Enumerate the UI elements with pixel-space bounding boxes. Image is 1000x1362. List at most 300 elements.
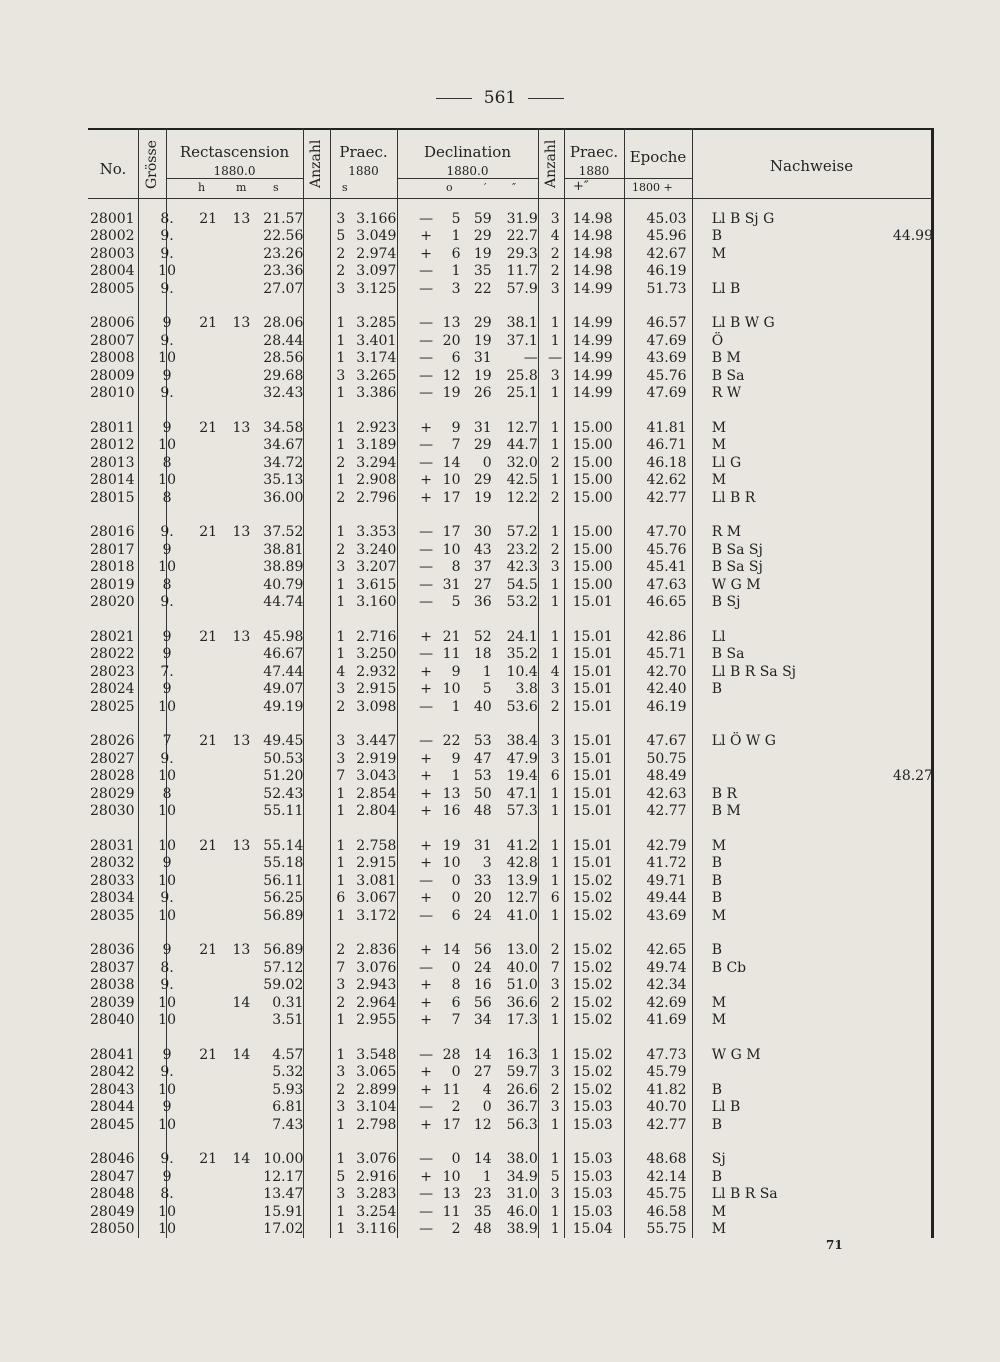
cell-no: 28038 — [90, 977, 135, 994]
cell-nw — [698, 768, 848, 786]
cell-gr: 10 — [158, 994, 176, 1011]
cell-ex — [848, 1186, 933, 1204]
footer-number: 71 — [826, 1238, 843, 1252]
cell-an: 1 — [336, 872, 346, 889]
cell-dm: 16 — [473, 977, 492, 994]
table-row — [88, 1168, 933, 1186]
cell-s: 56.89 — [263, 907, 304, 924]
cell-s: 50.53 — [263, 750, 304, 767]
cell-ep: 45.76 — [646, 541, 687, 558]
cell-no: 28044 — [90, 1099, 135, 1116]
cell-p2: 15.01 — [572, 628, 613, 645]
cell-d: 10 — [442, 855, 461, 872]
cell-d: 1 — [451, 263, 461, 280]
cell-h — [182, 472, 217, 490]
cell-d: 13 — [442, 315, 461, 332]
cell-an: 1 — [336, 524, 346, 541]
cell-gr: 9. — [160, 524, 174, 541]
cell-an2: 2 — [550, 489, 560, 506]
cell-p2: 15.02 — [572, 1012, 613, 1029]
cell-ep: 46.57 — [646, 315, 687, 332]
cell-dm: 14 — [473, 1046, 492, 1063]
cell-s: 23.36 — [263, 263, 304, 280]
cell-s: 47.44 — [263, 663, 304, 680]
cell-gr: 9. — [160, 750, 174, 767]
cell-nw: Ll B R Sa Sj — [711, 663, 797, 680]
cell-pr: 3.386 — [356, 385, 397, 402]
cell-an2: 1 — [550, 628, 560, 645]
cell-dm: 0 — [482, 454, 492, 471]
cell-h — [182, 367, 217, 385]
cell-ex — [848, 733, 933, 751]
cell-h — [182, 663, 217, 681]
cell-dm: 34 — [473, 1012, 492, 1029]
cell-ds: 29.3 — [506, 245, 538, 262]
cell-dm: 26 — [473, 385, 492, 402]
cell-an: 1 — [336, 1012, 346, 1029]
cell-m — [217, 454, 250, 472]
cell-no: 28004 — [90, 263, 135, 280]
cell-p2: 14.99 — [572, 280, 613, 297]
cell-dm: 36 — [473, 594, 492, 611]
cell-ep: 46.71 — [646, 437, 687, 454]
cell-ds: 46.0 — [506, 1203, 538, 1220]
cell-ep: 47.69 — [646, 332, 687, 349]
cell-nw: M — [711, 437, 727, 454]
cell-sg: + — [420, 803, 433, 820]
cell-m — [217, 872, 250, 890]
cell-sg: + — [420, 1168, 433, 1185]
cell-pr: 2.899 — [356, 1081, 397, 1098]
cell-p2: 14.98 — [572, 210, 613, 227]
cell-no: 28022 — [90, 646, 135, 663]
cell-ds: 56.3 — [506, 1116, 538, 1133]
cell-m: 13 — [232, 419, 251, 436]
cell-h — [182, 454, 217, 472]
cell-d: 10 — [442, 681, 461, 698]
cell-gr: 8 — [162, 785, 172, 802]
cell-ds: — — [523, 350, 538, 367]
group-spacer — [88, 402, 933, 419]
cell-ex — [848, 959, 933, 977]
table-row — [88, 837, 933, 855]
cell-ep: 42.70 — [646, 663, 687, 680]
cell-m — [217, 263, 250, 281]
cell-s: 49.45 — [263, 733, 304, 750]
unit-praec-2: +″ — [573, 179, 589, 194]
table-row — [88, 959, 933, 977]
cell-gr: 10 — [158, 1116, 176, 1133]
cell-s: 34.72 — [263, 454, 304, 471]
cell-sg: — — [419, 576, 434, 593]
cell-an: 3 — [336, 681, 346, 698]
cell-m — [217, 1064, 250, 1082]
cell-ep: 41.72 — [646, 855, 687, 872]
cell-gr: 8 — [162, 489, 172, 506]
cell-ex — [848, 907, 933, 925]
cell-p2: 15.03 — [572, 1186, 613, 1203]
cell-pr: 3.125 — [356, 280, 397, 297]
cell-m — [217, 576, 250, 594]
cell-d: 1 — [451, 768, 461, 785]
cell-pr: 3.067 — [356, 890, 397, 907]
spacer-cell — [88, 402, 933, 419]
cell-nw: Ll B R Sa — [711, 1186, 778, 1203]
cell-nw: Ll B Sj G — [711, 210, 775, 227]
cell-m — [217, 280, 250, 298]
unit-s: s — [273, 181, 279, 194]
cell-no: 28009 — [90, 367, 135, 384]
cell-an: 6 — [336, 890, 346, 907]
cell-d: 6 — [451, 350, 461, 367]
cell-ex — [848, 1203, 933, 1221]
cell-h: 21 — [199, 419, 218, 436]
cell-no: 28001 — [90, 210, 135, 227]
cell-sg: — — [419, 454, 434, 471]
cell-an2: 1 — [550, 646, 560, 663]
cell-an: 3 — [336, 559, 346, 576]
cell-pr: 3.265 — [356, 367, 397, 384]
cell-no: 28006 — [90, 315, 135, 332]
cell-no: 28046 — [90, 1151, 135, 1168]
cell-ep: 42.63 — [646, 785, 687, 802]
cell-ep: 42.40 — [646, 681, 687, 698]
unit-m: m — [236, 181, 247, 194]
cell-dm: 1 — [482, 1168, 492, 1185]
cell-nw: B — [711, 890, 723, 907]
cell-m: 13 — [232, 628, 251, 645]
cell-no: 28036 — [90, 942, 135, 959]
cell-dm: 3 — [482, 855, 492, 872]
cell-d: 9 — [451, 750, 461, 767]
cell-ep: 42.86 — [646, 628, 687, 645]
cell-sg: + — [420, 942, 433, 959]
cell-sg: — — [419, 210, 434, 227]
cell-p2: 15.00 — [572, 541, 613, 558]
cell-nw: W G M — [711, 1046, 761, 1063]
cell-h — [182, 385, 217, 403]
cell-sg: — — [419, 698, 434, 715]
group-spacer — [88, 1134, 933, 1151]
cell-an2: 2 — [550, 698, 560, 715]
cell-m — [217, 1099, 250, 1117]
table-row — [88, 559, 933, 577]
cell-pr: 2.908 — [356, 472, 397, 489]
cell-sg: — — [419, 907, 434, 924]
cell-an: 1 — [336, 855, 346, 872]
cell-p2: 15.03 — [572, 1116, 613, 1133]
header-anzahl-2: Anzahl — [543, 139, 559, 188]
header-praec-2-epoch: 1880 — [578, 164, 610, 178]
cell-h — [182, 994, 217, 1012]
cell-pr: 3.081 — [356, 872, 397, 889]
cell-an: 1 — [336, 1046, 346, 1063]
cell-s: 27.07 — [263, 280, 304, 297]
cell-d: 10 — [442, 472, 461, 489]
cell-d: 14 — [442, 942, 461, 959]
table-row — [88, 1221, 933, 1239]
cell-no: 28025 — [90, 698, 135, 715]
cell-h: 21 — [199, 733, 218, 750]
cell-p2: 14.99 — [572, 385, 613, 402]
cell-an: 1 — [336, 1203, 346, 1220]
cell-sg: + — [420, 489, 433, 506]
cell-gr: 7. — [160, 663, 174, 680]
cell-s: 36.00 — [263, 489, 304, 506]
cell-nw: B — [711, 1168, 723, 1185]
cell-s: 52.43 — [263, 785, 304, 802]
cell-no: 28028 — [90, 768, 135, 785]
cell-ds: 16.3 — [506, 1046, 538, 1063]
cell-p2: 15.02 — [572, 959, 613, 976]
cell-p2: 15.01 — [572, 837, 613, 854]
cell-s: 12.17 — [263, 1168, 304, 1185]
cell-dm: 37 — [473, 559, 492, 576]
cell-m — [217, 768, 250, 786]
cell-an2: 1 — [550, 872, 560, 889]
cell-dm: 20 — [473, 890, 492, 907]
cell-gr: 9 — [162, 681, 172, 698]
cell-s: 55.11 — [263, 803, 304, 820]
cell-h — [182, 594, 217, 612]
cell-gr: 9. — [160, 1064, 174, 1081]
cell-ep: 42.65 — [646, 942, 687, 959]
cell-p2: 15.00 — [572, 576, 613, 593]
cell-d: 1 — [451, 228, 461, 245]
cell-an: 1 — [336, 437, 346, 454]
cell-an: 1 — [336, 576, 346, 593]
cell-s: 34.58 — [263, 419, 304, 436]
cell-h — [182, 1168, 217, 1186]
cell-dm: 27 — [473, 1064, 492, 1081]
cell-no: 28041 — [90, 1046, 135, 1063]
spacer-cell — [88, 611, 933, 628]
divider — [436, 98, 472, 99]
cell-pr: 3.116 — [356, 1221, 397, 1238]
cell-dm: 18 — [473, 646, 492, 663]
cell-gr: 9 — [162, 1046, 172, 1063]
cell-sg: — — [419, 1151, 434, 1168]
cell-no: 28013 — [90, 454, 135, 471]
cell-an: 3 — [336, 977, 346, 994]
cell-nw: Ll B — [711, 280, 741, 297]
cell-gr: 9 — [162, 942, 172, 959]
cell-no: 28050 — [90, 1221, 135, 1238]
cell-d: 17 — [442, 1116, 461, 1133]
cell-ex — [848, 315, 933, 333]
cell-pr: 3.166 — [356, 210, 397, 227]
cell-h — [182, 855, 217, 873]
cell-ep: 47.73 — [646, 1046, 687, 1063]
cell-an: 2 — [336, 942, 346, 959]
cell-d: 6 — [451, 907, 461, 924]
cell-s: 59.02 — [263, 977, 304, 994]
cell-dm: 52 — [473, 628, 492, 645]
cell-m — [217, 332, 250, 350]
cell-h — [182, 263, 217, 281]
cell-m — [217, 472, 250, 490]
cell-p2: 15.01 — [572, 594, 613, 611]
cell-no: 28017 — [90, 541, 135, 558]
cell-s: 4.57 — [272, 1046, 304, 1063]
cell-dm: 23 — [473, 1186, 492, 1203]
cell-ex — [848, 437, 933, 455]
cell-nw: M — [711, 419, 727, 436]
cell-pr: 2.955 — [356, 1012, 397, 1029]
cell-ex — [848, 698, 933, 716]
cell-an2: 1 — [550, 385, 560, 402]
cell-gr: 9 — [162, 367, 172, 384]
cell-no: 28034 — [90, 890, 135, 907]
cell-ex — [848, 977, 933, 995]
cell-m — [217, 1168, 250, 1186]
spacer-cell — [88, 1029, 933, 1046]
cell-pr: 3.160 — [356, 594, 397, 611]
cell-ex — [848, 524, 933, 542]
cell-ex — [848, 1012, 933, 1030]
cell-gr: 9 — [162, 1168, 172, 1185]
cell-dm: 59 — [473, 210, 492, 227]
cell-sg: — — [419, 733, 434, 750]
cell-m — [217, 663, 250, 681]
cell-pr: 3.353 — [356, 524, 397, 541]
cell-nw — [698, 263, 848, 281]
cell-dm: 33 — [473, 872, 492, 889]
cell-s: 49.07 — [263, 681, 304, 698]
cell-an: 1 — [336, 385, 346, 402]
cell-m — [217, 437, 250, 455]
table-row — [88, 698, 933, 716]
cell-no: 28007 — [90, 332, 135, 349]
cell-gr: 9 — [162, 315, 172, 332]
cell-an2: 6 — [550, 768, 560, 785]
cell-sg: + — [420, 681, 433, 698]
cell-h — [182, 280, 217, 298]
cell-ep: 42.79 — [646, 837, 687, 854]
table-row — [88, 385, 933, 403]
cell-ex — [848, 628, 933, 646]
cell-d: 2 — [451, 1099, 461, 1116]
cell-sg: — — [419, 315, 434, 332]
cell-h: 21 — [199, 942, 218, 959]
cell-no: 28018 — [90, 559, 135, 576]
cell-p2: 15.02 — [572, 872, 613, 889]
cell-p2: 15.00 — [572, 489, 613, 506]
cell-ds: 53.6 — [506, 698, 538, 715]
cell-an2: 1 — [550, 785, 560, 802]
cell-d: 6 — [451, 245, 461, 262]
cell-dm: 22 — [473, 280, 492, 297]
cell-nw: B R — [711, 785, 738, 802]
spacer-cell — [88, 716, 933, 733]
cell-no: 28015 — [90, 489, 135, 506]
cell-sg: — — [419, 559, 434, 576]
table-row — [88, 472, 933, 490]
cell-an2: 1 — [550, 1203, 560, 1220]
cell-ep: 42.67 — [646, 245, 687, 262]
cell-sg: — — [419, 350, 434, 367]
cell-nw: M — [711, 1221, 727, 1238]
table-row — [88, 367, 933, 385]
cell-ex — [848, 890, 933, 908]
group-spacer — [88, 716, 933, 733]
cell-an: 4 — [336, 663, 346, 680]
cell-ex — [848, 489, 933, 507]
cell-p2: 14.99 — [572, 350, 613, 367]
cell-s: 10.00 — [263, 1151, 304, 1168]
cell-ep: 45.75 — [646, 1186, 687, 1203]
cell-ep: 45.71 — [646, 646, 687, 663]
cell-nw: R W — [711, 385, 742, 402]
cell-d: 16 — [442, 803, 461, 820]
cell-dm: 56 — [473, 994, 492, 1011]
cell-nw: B — [711, 681, 723, 698]
cell-ds: 37.1 — [506, 332, 538, 349]
cell-no: 28030 — [90, 803, 135, 820]
page-number — [0, 88, 1000, 108]
cell-gr: 10 — [158, 803, 176, 820]
cell-p2: 15.02 — [572, 942, 613, 959]
cell-s: 44.74 — [263, 594, 304, 611]
cell-ex — [848, 559, 933, 577]
cell-ep: 47.63 — [646, 576, 687, 593]
cell-no: 28037 — [90, 959, 135, 976]
cell-s: 7.43 — [272, 1116, 304, 1133]
cell-sg: + — [420, 768, 433, 785]
cell-an: 1 — [336, 419, 346, 436]
cell-no: 28005 — [90, 280, 135, 297]
cell-sg: — — [419, 959, 434, 976]
cell-s: 22.56 — [263, 228, 304, 245]
cell-p2: 14.99 — [572, 367, 613, 384]
cell-sg: + — [420, 855, 433, 872]
cell-d: 11 — [442, 1203, 461, 1220]
cell-p2: 15.01 — [572, 646, 613, 663]
cell-ep: 45.76 — [646, 367, 687, 384]
cell-an2: 2 — [550, 541, 560, 558]
cell-ds: 59.7 — [506, 1064, 538, 1081]
cell-an: 5 — [336, 228, 346, 245]
cell-m — [217, 698, 250, 716]
cell-no: 28047 — [90, 1168, 135, 1185]
unit-h: h — [198, 181, 206, 194]
group-spacer — [88, 298, 933, 315]
cell-pr: 3.104 — [356, 1099, 397, 1116]
cell-an2: 1 — [550, 594, 560, 611]
cell-s: 35.13 — [263, 472, 304, 489]
cell-m — [217, 1081, 250, 1099]
cell-ds: 40.0 — [506, 959, 538, 976]
cell-m — [217, 350, 250, 368]
table-row — [88, 576, 933, 594]
cell-s: 29.68 — [263, 367, 304, 384]
cell-gr: 9 — [162, 541, 172, 558]
cell-ep: 40.70 — [646, 1099, 687, 1116]
cell-sg: — — [419, 332, 434, 349]
cell-h — [182, 576, 217, 594]
cell-an2: 3 — [550, 1099, 560, 1116]
cell-h — [182, 332, 217, 350]
cell-an2: 2 — [550, 245, 560, 262]
cell-sg: + — [420, 628, 433, 645]
cell-nw: M — [711, 837, 727, 854]
cell-p2: 15.02 — [572, 890, 613, 907]
cell-p2: 14.99 — [572, 332, 613, 349]
cell-no: 28043 — [90, 1081, 135, 1098]
cell-m — [217, 890, 250, 908]
cell-p2: 15.02 — [572, 994, 613, 1011]
cell-h — [182, 959, 217, 977]
